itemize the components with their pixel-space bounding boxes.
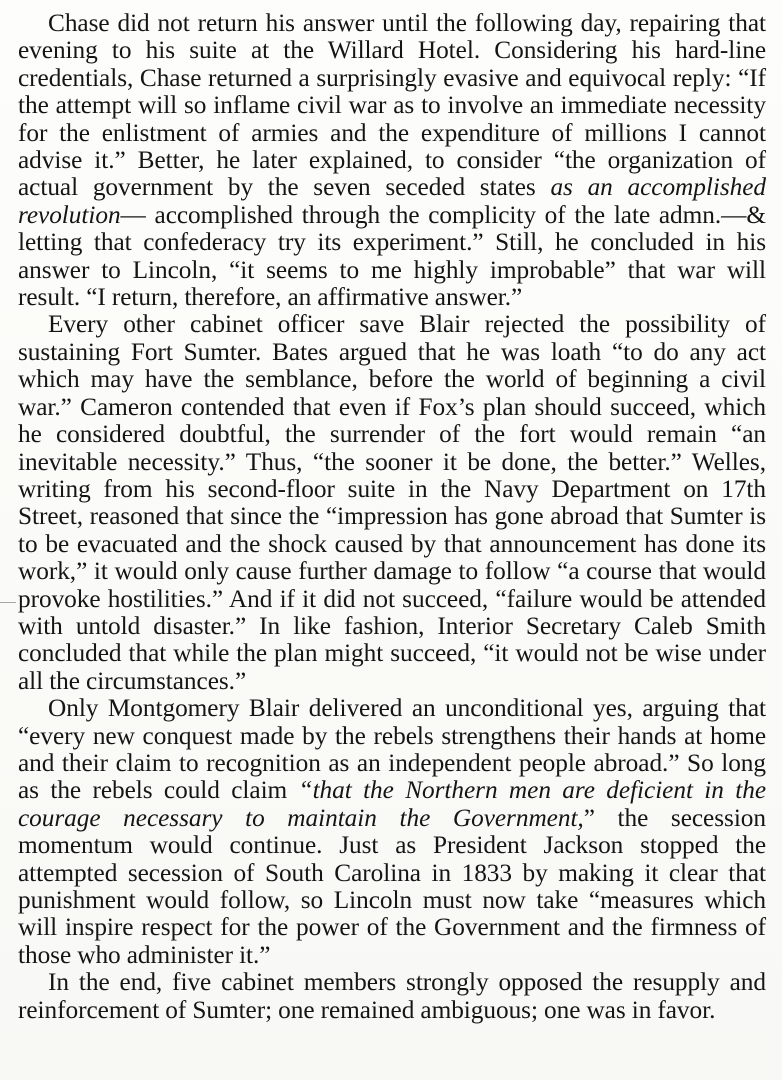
paragraph-3-segment-2: “that the Northern men are deficient in the courage necessary to maintain the Government, <box>18 776 766 832</box>
paragraph-1 <box>18 10 766 311</box>
paragraph-2 <box>18 311 766 695</box>
paragraph-2-segment-1: Every other cabinet officer save Blair rejected the possibility of sustaining Fort Sumter. Bates argued that he was loath “to do any act which may have the semblance, before the world of beginning a civil war.” Cameron contended that even if Fox’s plan should succeed, which he considered doubtful, the surrender of the fort would remain “an inevitable necessity.” Thus, “the sooner it be done, the better.” Welles, writing from his second-floor suite in the Navy Department on 17th Street, reasoned that since the “impression has gone abroad that Sumter is to be evacuated and the shock caused by that announcement has done its work,” it would only cause further damage to follow “a course that would provoke hostilities.” And if it did not succeed, “failure would be attended with untold disaster.” In like fashion, Interior Secretary Caleb Smith concluded that while the plan might succeed, “it would not be wise under all the circumstances.” <box>18 310 766 695</box>
paragraph-1-segment-2: as an accomplished revolution <box>18 173 767 229</box>
paragraph-1-segment-3: — accomplished through the complicity of the late admn.—& letting that confederacy try its experiment.” Still, he concluded in his answer to Lincoln, “it seems to me highly improbable” that war will result. “I return, therefore, an affirmative answer.” <box>18 200 766 312</box>
scan-edge-mark <box>0 602 16 603</box>
paragraph-4 <box>18 969 766 1024</box>
paragraph-1-segment-1: Chase did not return his answer until the following day, repairing that evening to his suite at the Willard Hotel. Considering his hard-line credentials, Chase returned a surprisingly evasive and equivocal reply: “If the attempt will so inflame civil war as to involve an immediate necessity for the enlistment of armies and the expenditure of millions I cannot advise it.” Better, he later explained, to consider “the organization of actual government by the seven seceded states <box>18 9 766 202</box>
paragraph-4-segment-1: In the end, five cabinet members strongly opposed the resupply and reinforcement of Sumter; one remained ambiguous; one was in favor. <box>18 968 766 1024</box>
paragraph-3-segment-3: ” the secession momentum would continue. Just as President Jackson stopped the attempted secession of South Carolina in 1833 by making it clear that punishment would follow, so Lincoln must now take “measures which will inspire respect for the power of the Government and the firmness of those who administer it.” <box>18 803 766 969</box>
paragraph-3-segment-1: Only Montgomery Blair delivered an unconditional yes, arguing that “every new conquest made by the rebels strengthens their hands at home and their claim to recognition as an independent people abroad.” So long as the rebels could claim <box>18 694 766 805</box>
paragraph-3 <box>18 695 766 969</box>
